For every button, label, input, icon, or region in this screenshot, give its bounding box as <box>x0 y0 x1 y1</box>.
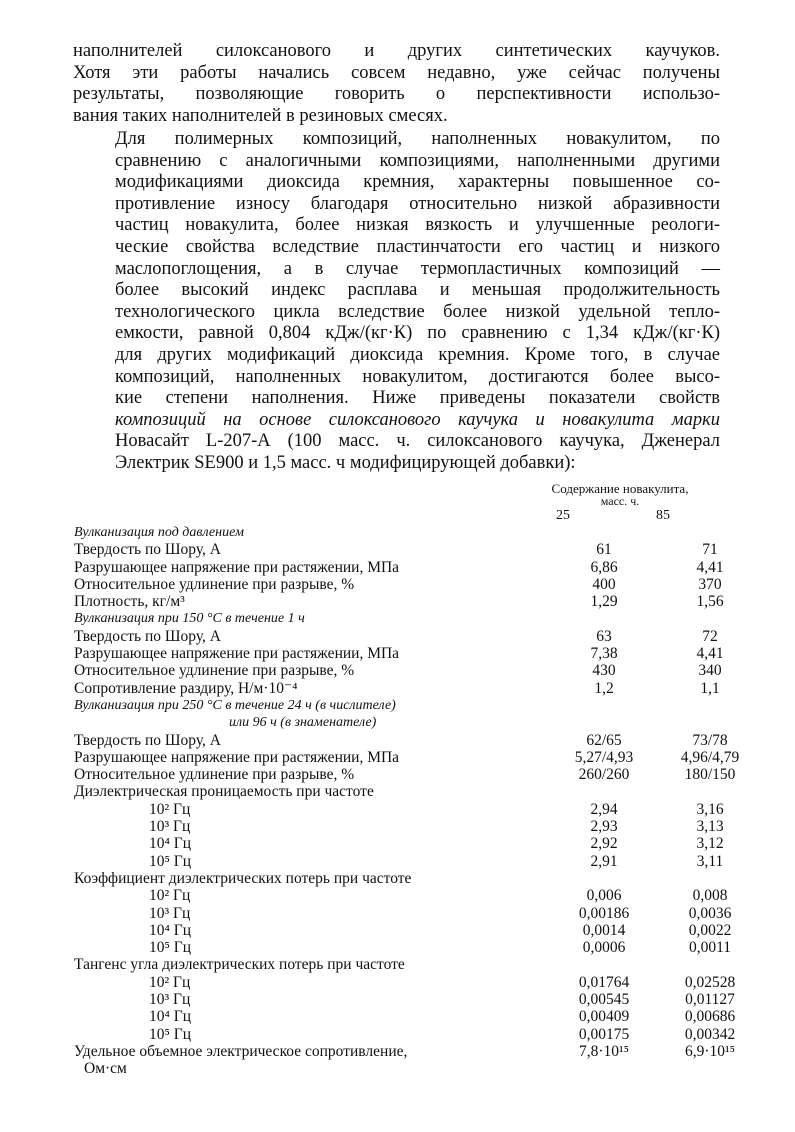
text-line: Для полимерных композиций, наполненных новакулитом, по <box>115 129 720 149</box>
row-label: Относительное удлинение при разрыве, % <box>74 766 355 784</box>
table-row <box>74 921 732 939</box>
row-label: Удельное объемное электрическое сопротивление, <box>74 1042 408 1060</box>
row-label: Относительное удлинение при разрыве, % <box>74 662 355 680</box>
value-25: 0,00409 <box>578 1008 630 1026</box>
table-row <box>74 628 724 645</box>
value-85: 1,56 <box>696 593 724 611</box>
value-25: 1,29 <box>590 593 618 611</box>
value-85: 370 <box>698 575 722 593</box>
value-25: 260/260 <box>578 766 630 784</box>
table-row <box>74 731 728 749</box>
table-row <box>74 1025 736 1043</box>
text-line: наполнителей силоксанового и других синтетических каучуков. <box>73 41 720 61</box>
text-line: ческие свойства вследствие пластинчатости его частиц и низкого <box>115 236 720 257</box>
value-25: 63 <box>596 627 612 645</box>
column-header-85: 85 <box>656 508 670 523</box>
table-row <box>74 559 724 576</box>
value-25: 7,8·10¹⁵ <box>578 1042 630 1060</box>
value-85: 0,00342 <box>684 1025 736 1043</box>
table-row <box>74 870 724 887</box>
table-row <box>74 1042 736 1060</box>
table-header <box>520 482 720 508</box>
properties-table <box>74 524 740 1078</box>
value-85: 0,008 <box>692 887 728 905</box>
value-25: 2,92 <box>590 835 618 853</box>
value-85: 3,12 <box>696 835 724 853</box>
table-row <box>74 783 724 800</box>
text-line: для других модификаций диоксида кремния. Кроме того, в случае <box>115 344 720 365</box>
table-row <box>74 904 732 922</box>
table-row <box>74 748 740 766</box>
table-row <box>74 801 724 818</box>
value-25: 0,0014 <box>582 921 626 939</box>
value-25: 7,38 <box>590 645 618 663</box>
value-25: 62/65 <box>586 731 622 749</box>
table-header-line2: масс. ч. <box>600 494 640 508</box>
text-line: маслопоглощения, а в случае термопластичных композиций — <box>115 258 720 279</box>
value-85: 0,00686 <box>684 1008 736 1026</box>
value-25: 2,94 <box>590 800 618 818</box>
table-row <box>74 1008 736 1026</box>
row-label: 10³ Гц <box>149 904 191 922</box>
table-row <box>74 714 724 731</box>
text-line: результаты, позволяющие говорить о перспективности использо- <box>73 84 720 105</box>
text-line: противление износу благодаря относительно низкой абразивности <box>115 193 720 214</box>
table-row <box>74 680 724 697</box>
row-label: Коэффициент диэлектрических потерь при частоте <box>74 869 412 887</box>
paragraph-novaculite <box>73 129 720 475</box>
row-label: Диэлектрическая проницаемость при частоте <box>74 783 374 801</box>
value-85: 3,11 <box>696 852 724 870</box>
value-85: 0,0036 <box>688 904 732 922</box>
value-25: 0,00545 <box>578 991 630 1009</box>
text-line: вания таких наполнителей в резиновых смесях. <box>73 105 448 126</box>
value-85: 180/150 <box>684 766 736 784</box>
row-label: Сопротивление раздиру, Н/м·10⁻⁴ <box>74 679 298 697</box>
table-row <box>74 610 724 627</box>
value-25: 6,86 <box>590 558 618 576</box>
table-row <box>74 853 724 870</box>
table-row <box>74 991 735 1009</box>
value-25: 2,91 <box>590 852 618 870</box>
row-label: 10⁴ Гц <box>149 921 192 939</box>
value-25: 0,00186 <box>578 904 630 922</box>
table-row <box>74 593 724 610</box>
row-label: 10² Гц <box>149 973 191 991</box>
row-label: 10⁵ Гц <box>149 1025 192 1043</box>
value-85: 72 <box>702 627 718 645</box>
value-25: 0,006 <box>586 887 622 905</box>
value-85: 73/78 <box>692 731 728 749</box>
value-85: 3,13 <box>696 818 724 836</box>
value-85: 71 <box>702 541 718 559</box>
table-row <box>74 524 724 541</box>
row-label: 10³ Гц <box>149 991 191 1009</box>
row-label: Относительное удлинение при разрыве, % <box>74 575 355 593</box>
table-row <box>74 835 724 852</box>
value-85: 4,96/4,79 <box>680 748 740 766</box>
row-label: Твердость по Шору, А <box>74 541 221 559</box>
text-line: Новасайт L-207-А (100 масс. ч. силоксанового каучука, Дженерал <box>115 431 720 452</box>
row-label: 10² Гц <box>149 800 191 818</box>
row-label: Твердость по Шору, А <box>74 731 221 749</box>
value-85: 0,02528 <box>684 973 736 991</box>
text-line: композиций, наполненных новакулитом, достигаются более высо- <box>115 366 720 387</box>
text-line: более высокий индекс расплава и меньшая продолжительность <box>115 280 720 301</box>
row-label: Вулканизация при 250 °С в течение 24 ч (в числителе) <box>74 697 396 713</box>
row-label: или 96 ч (в знаменателе) <box>229 715 377 731</box>
value-25: 61 <box>596 541 612 559</box>
text-line: емкости, равной 0,804 кДж/(кг·К) по сравнению с 1,34 кДж/(кг·К) <box>115 323 720 344</box>
table-row <box>74 887 728 905</box>
table-row <box>74 973 736 991</box>
row-label: Твердость по Шору, А <box>74 627 221 645</box>
column-header-25: 25 <box>556 508 570 523</box>
value-85: 4,41 <box>696 558 724 576</box>
value-85: 6,9·10¹⁵ <box>684 1042 736 1060</box>
value-85: 0,0022 <box>688 921 732 939</box>
table-row <box>74 818 724 835</box>
row-label: Тангенс угла диэлектрических потерь при частоте <box>74 956 405 974</box>
text-line: Хотя эти работы начались совсем недавно, уже сейчас получены <box>73 62 720 83</box>
text-line: композиций на основе силоксанового каучука и новакулита марки <box>115 409 720 430</box>
value-25: 0,01764 <box>578 973 630 991</box>
value-85: 340 <box>698 662 722 680</box>
value-25: 400 <box>592 575 616 593</box>
row-label: Плотность, кг/м³ <box>74 593 185 611</box>
value-25: 2,93 <box>590 818 618 836</box>
row-label: Разрушающее напряжение при растяжении, МПа <box>74 558 400 576</box>
table-row <box>74 662 724 679</box>
row-label: Разрушающее напряжение при растяжении, МПа <box>74 748 400 766</box>
value-85: 0,0011 <box>688 939 732 957</box>
value-25: 430 <box>592 662 616 680</box>
row-label: Ом·см <box>84 1060 127 1078</box>
value-85: 3,16 <box>696 800 724 818</box>
table-row <box>74 1060 724 1077</box>
row-label: 10² Гц <box>149 887 191 905</box>
table-row <box>74 697 724 714</box>
value-85: 1,1 <box>700 679 720 697</box>
text-line: технологического цикла вследствие более низкой удельной тепло- <box>115 301 720 322</box>
table-header-line1: Содержание новакулита, <box>551 481 689 496</box>
value-25: 5,27/4,93 <box>574 748 634 766</box>
row-label: 10³ Гц <box>149 818 191 836</box>
text-line: частиц новакулита, более низкая вязкость и улучшенные реологи- <box>115 215 720 236</box>
value-25: 0,0006 <box>582 939 626 957</box>
row-label: 10⁴ Гц <box>149 1008 192 1026</box>
table-row <box>74 956 724 973</box>
row-label: Разрушающее напряжение при растяжении, МПа <box>74 645 400 663</box>
text-line: кие степени наполнения. Ниже приведены показатели свойств <box>115 388 720 409</box>
row-label: 10⁵ Гц <box>149 852 192 870</box>
table-row <box>74 939 732 957</box>
row-label: 10⁴ Гц <box>149 835 192 853</box>
table-row <box>74 766 736 784</box>
table-row <box>74 541 724 558</box>
value-25: 1,2 <box>594 679 614 697</box>
row-label: Вулканизация при 150 °С в течение 1 ч <box>74 611 305 627</box>
table-row <box>74 576 724 593</box>
value-85: 0,01127 <box>685 991 735 1009</box>
value-25: 0,00175 <box>578 1025 630 1043</box>
value-85: 4,41 <box>696 645 724 663</box>
paragraph-intro <box>73 41 720 127</box>
table-row <box>74 645 724 662</box>
text-line: Электрик SE900 и 1,5 масс. ч модифицирующей добавки): <box>115 452 576 473</box>
text-line: модификациями диоксида кремния, характерны повышенное со- <box>115 172 720 193</box>
text-line: сравнению с аналогичными композициями, наполненными другими <box>115 150 720 171</box>
row-label: 10⁵ Гц <box>149 939 192 957</box>
row-label: Вулканизация под давлением <box>74 525 244 540</box>
